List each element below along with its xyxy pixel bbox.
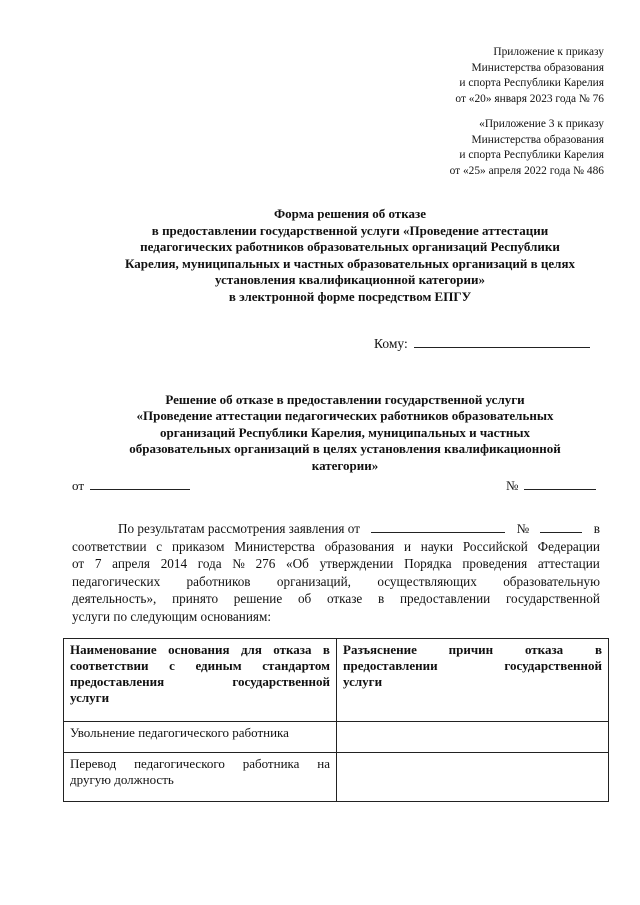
body-text-fragment: в — [593, 521, 600, 536]
word: Федерации — [537, 538, 600, 554]
appendix-line: и спорта Республики Карелия — [459, 77, 604, 89]
word: услуги — [343, 674, 383, 689]
word: работника — [242, 756, 300, 771]
word: решение — [233, 591, 283, 607]
word: года — [197, 556, 222, 572]
word: отказе — [326, 591, 363, 607]
word: № — [232, 556, 245, 572]
word: принято — [172, 591, 219, 607]
word: Российской — [462, 538, 528, 554]
cell-line — [70, 642, 330, 658]
word: отказа — [524, 642, 564, 657]
word: Наименование — [70, 642, 157, 657]
header-reason-name — [64, 639, 337, 722]
word: работников — [186, 573, 251, 589]
table-row — [64, 753, 609, 802]
number-label: № — [506, 478, 519, 493]
cell-line — [70, 756, 330, 772]
cell-line — [70, 690, 330, 706]
form-title-line: установления квалификационной категории» — [214, 272, 486, 288]
appendix-line: и спорта Республики Карелия — [459, 149, 604, 161]
word: другую должность — [70, 772, 174, 787]
header-reason-explanation — [337, 639, 609, 722]
appendix-line: от «20» января 2023 года № 76 — [455, 92, 604, 105]
number-blank-line — [524, 477, 596, 490]
word: Министерства — [234, 538, 315, 554]
form-title-line: Карелия, муниципальных и частных образовательных организаций в целях — [124, 255, 576, 271]
word: организаций, — [276, 573, 351, 589]
decision-title — [50, 392, 640, 474]
appendix-line: Приложение к приказу — [493, 46, 604, 58]
body-line-2 — [72, 538, 600, 556]
word: в — [378, 591, 385, 607]
body-line-4 — [72, 573, 600, 591]
cell-line — [70, 658, 330, 674]
form-title-line: в электронной форме посредством ЕПГУ — [228, 288, 472, 304]
reason-name-cell — [64, 753, 337, 802]
form-title-line: в предоставлении государственной услуги «Проведение аттестации — [151, 222, 549, 238]
word: от — [72, 556, 85, 572]
date-blank-line — [90, 477, 190, 490]
appendix-line: «Приложение 3 к приказу — [479, 118, 604, 130]
decision-title-line: организаций Республики Карелия, муниципальных и частных — [160, 424, 530, 440]
refusal-reasons-table — [63, 638, 609, 802]
reason-name-cell — [64, 722, 337, 753]
reason-explanation-cell — [337, 753, 609, 802]
word: причин — [448, 642, 494, 657]
cell-line — [343, 674, 602, 690]
recipient-blank-line — [414, 334, 590, 348]
word: для — [240, 642, 262, 657]
word: об — [297, 591, 312, 607]
decision-title-line: образовательных организаций в целях установления квалификационной — [129, 441, 561, 457]
application-date-blank — [371, 520, 505, 533]
word: деятельность», — [72, 591, 157, 607]
word: соответствии — [72, 538, 147, 554]
cell-line — [343, 658, 602, 674]
cell-line — [70, 674, 330, 690]
word: Перевод — [70, 756, 117, 771]
word: 7 — [94, 556, 102, 572]
appendix-line: Министерства образования — [471, 133, 604, 146]
decision-title-line: «Проведение аттестации педагогических работников образовательных — [136, 408, 554, 424]
application-number-blank — [540, 520, 582, 533]
decision-title-line: Решение об отказе в предоставлении государственной услуги — [165, 392, 525, 407]
word: соответствии — [70, 658, 149, 673]
appendix-line: Министерства образования — [471, 61, 604, 74]
word: с — [169, 658, 175, 673]
cell-line — [70, 725, 330, 741]
word: педагогических — [72, 573, 161, 589]
body-text-fragment: услуги по следующим основаниям: — [72, 608, 271, 624]
word: проведения — [462, 556, 528, 572]
recipient-label: Кому: — [374, 336, 408, 351]
word: предоставлении — [343, 658, 438, 673]
body-line-3 — [72, 555, 600, 573]
word: 276 — [255, 556, 276, 572]
word: основания — [168, 642, 230, 657]
word: единым — [195, 658, 242, 673]
word: отказа — [273, 642, 312, 657]
word: Увольнение педагогического работника — [70, 725, 289, 740]
word: приказом — [171, 538, 225, 554]
word: «Об — [286, 556, 309, 572]
word: услуги — [70, 690, 110, 705]
body-paragraph — [72, 520, 600, 626]
table-row — [64, 722, 609, 753]
word: педагогического — [134, 756, 225, 771]
word: в — [322, 642, 330, 657]
word: предоставлении — [399, 591, 491, 607]
reason-explanation-cell — [337, 722, 609, 753]
date-label: от — [72, 478, 85, 493]
word: аттестации — [537, 556, 600, 572]
word: Порядка — [404, 556, 452, 572]
cell-line — [343, 642, 602, 658]
body-text-fragment: По результатам рассмотрения заявления от — [118, 521, 360, 536]
body-line-6 — [72, 608, 600, 626]
form-title — [60, 206, 640, 306]
word: образовательную — [503, 573, 600, 589]
word: предоставления — [70, 674, 165, 689]
word: утверждении — [319, 556, 394, 572]
body-line-5 — [72, 590, 600, 608]
word: и — [403, 538, 411, 554]
recipient-field — [374, 334, 590, 352]
word: с — [156, 538, 163, 554]
word: государственной — [232, 674, 330, 689]
word: на — [317, 756, 330, 771]
form-title-line: Форма решения об отказе — [274, 206, 426, 221]
word: осуществляющих — [377, 573, 477, 589]
word: стандартом — [262, 658, 330, 673]
decision-date-field — [72, 477, 190, 494]
word: государственной — [505, 591, 600, 607]
table-header-row — [64, 639, 609, 722]
word: в — [594, 642, 602, 657]
cell-line — [70, 772, 330, 788]
word: образования — [324, 538, 395, 554]
appendix-line: от «25» апреля 2022 года № 486 — [449, 164, 604, 177]
word: апреля — [112, 556, 150, 572]
word: науки — [420, 538, 454, 554]
body-line-1 — [72, 520, 600, 538]
body-text-fragment: № — [516, 521, 530, 536]
word: 2014 — [160, 556, 188, 572]
word: Разъяснение — [343, 642, 417, 657]
decision-number-field — [506, 477, 596, 494]
appendix-note-2023 — [455, 45, 604, 107]
form-title-line: педагогических работников образовательных организаций Республики — [140, 239, 560, 255]
word: государственной — [504, 658, 602, 673]
decision-title-line: категории» — [311, 457, 379, 473]
appendix-note-2022 — [450, 117, 604, 179]
